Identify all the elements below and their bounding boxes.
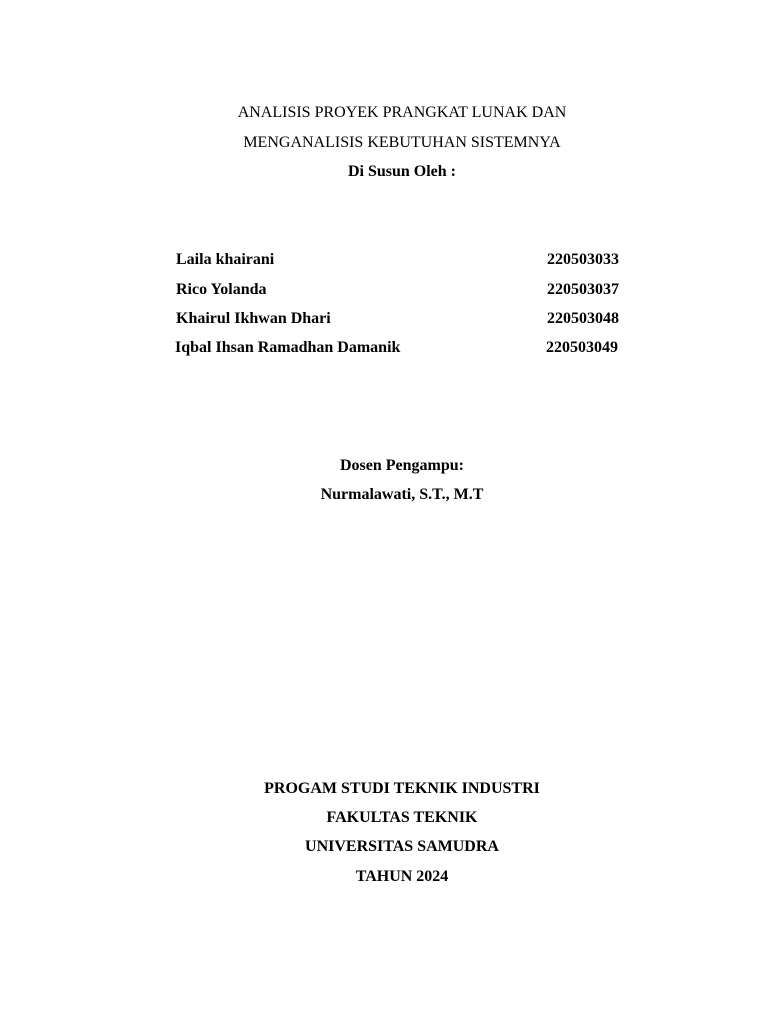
member-name: Iqbal Ihsan Ramadhan Damanik bbox=[175, 339, 401, 356]
member-name: Laila khairani bbox=[176, 251, 275, 268]
university-name: UNIVERSITAS SAMUDRA bbox=[305, 838, 499, 855]
academic-year: TAHUN 2024 bbox=[355, 868, 449, 885]
study-program: PROGAM STUDI TEKNIK INDUSTRI bbox=[264, 780, 540, 797]
member-nim: 220503049 bbox=[546, 339, 618, 356]
faculty-name: FAKULTAS TEKNIK bbox=[326, 809, 478, 826]
member-name: Rico Yolanda bbox=[176, 281, 267, 298]
member-nim: 220503033 bbox=[547, 251, 619, 268]
lecturer-name: Nurmalawati, S.T., M.T bbox=[320, 486, 484, 503]
prepared-by-label: Di Susun Oleh : bbox=[347, 163, 457, 180]
member-nim: 220503048 bbox=[547, 310, 619, 327]
document-title-line-1: ANALISIS PROYEK PRANGKAT LUNAK DAN bbox=[237, 104, 567, 121]
member-name: Khairul Ikhwan Dhari bbox=[176, 310, 331, 327]
member-nim: 220503037 bbox=[547, 281, 619, 298]
document-title-line-2: MENGANALISIS KEBUTUHAN SISTEMNYA bbox=[243, 134, 561, 151]
lecturer-label: Dosen Pengampu: bbox=[339, 457, 464, 474]
